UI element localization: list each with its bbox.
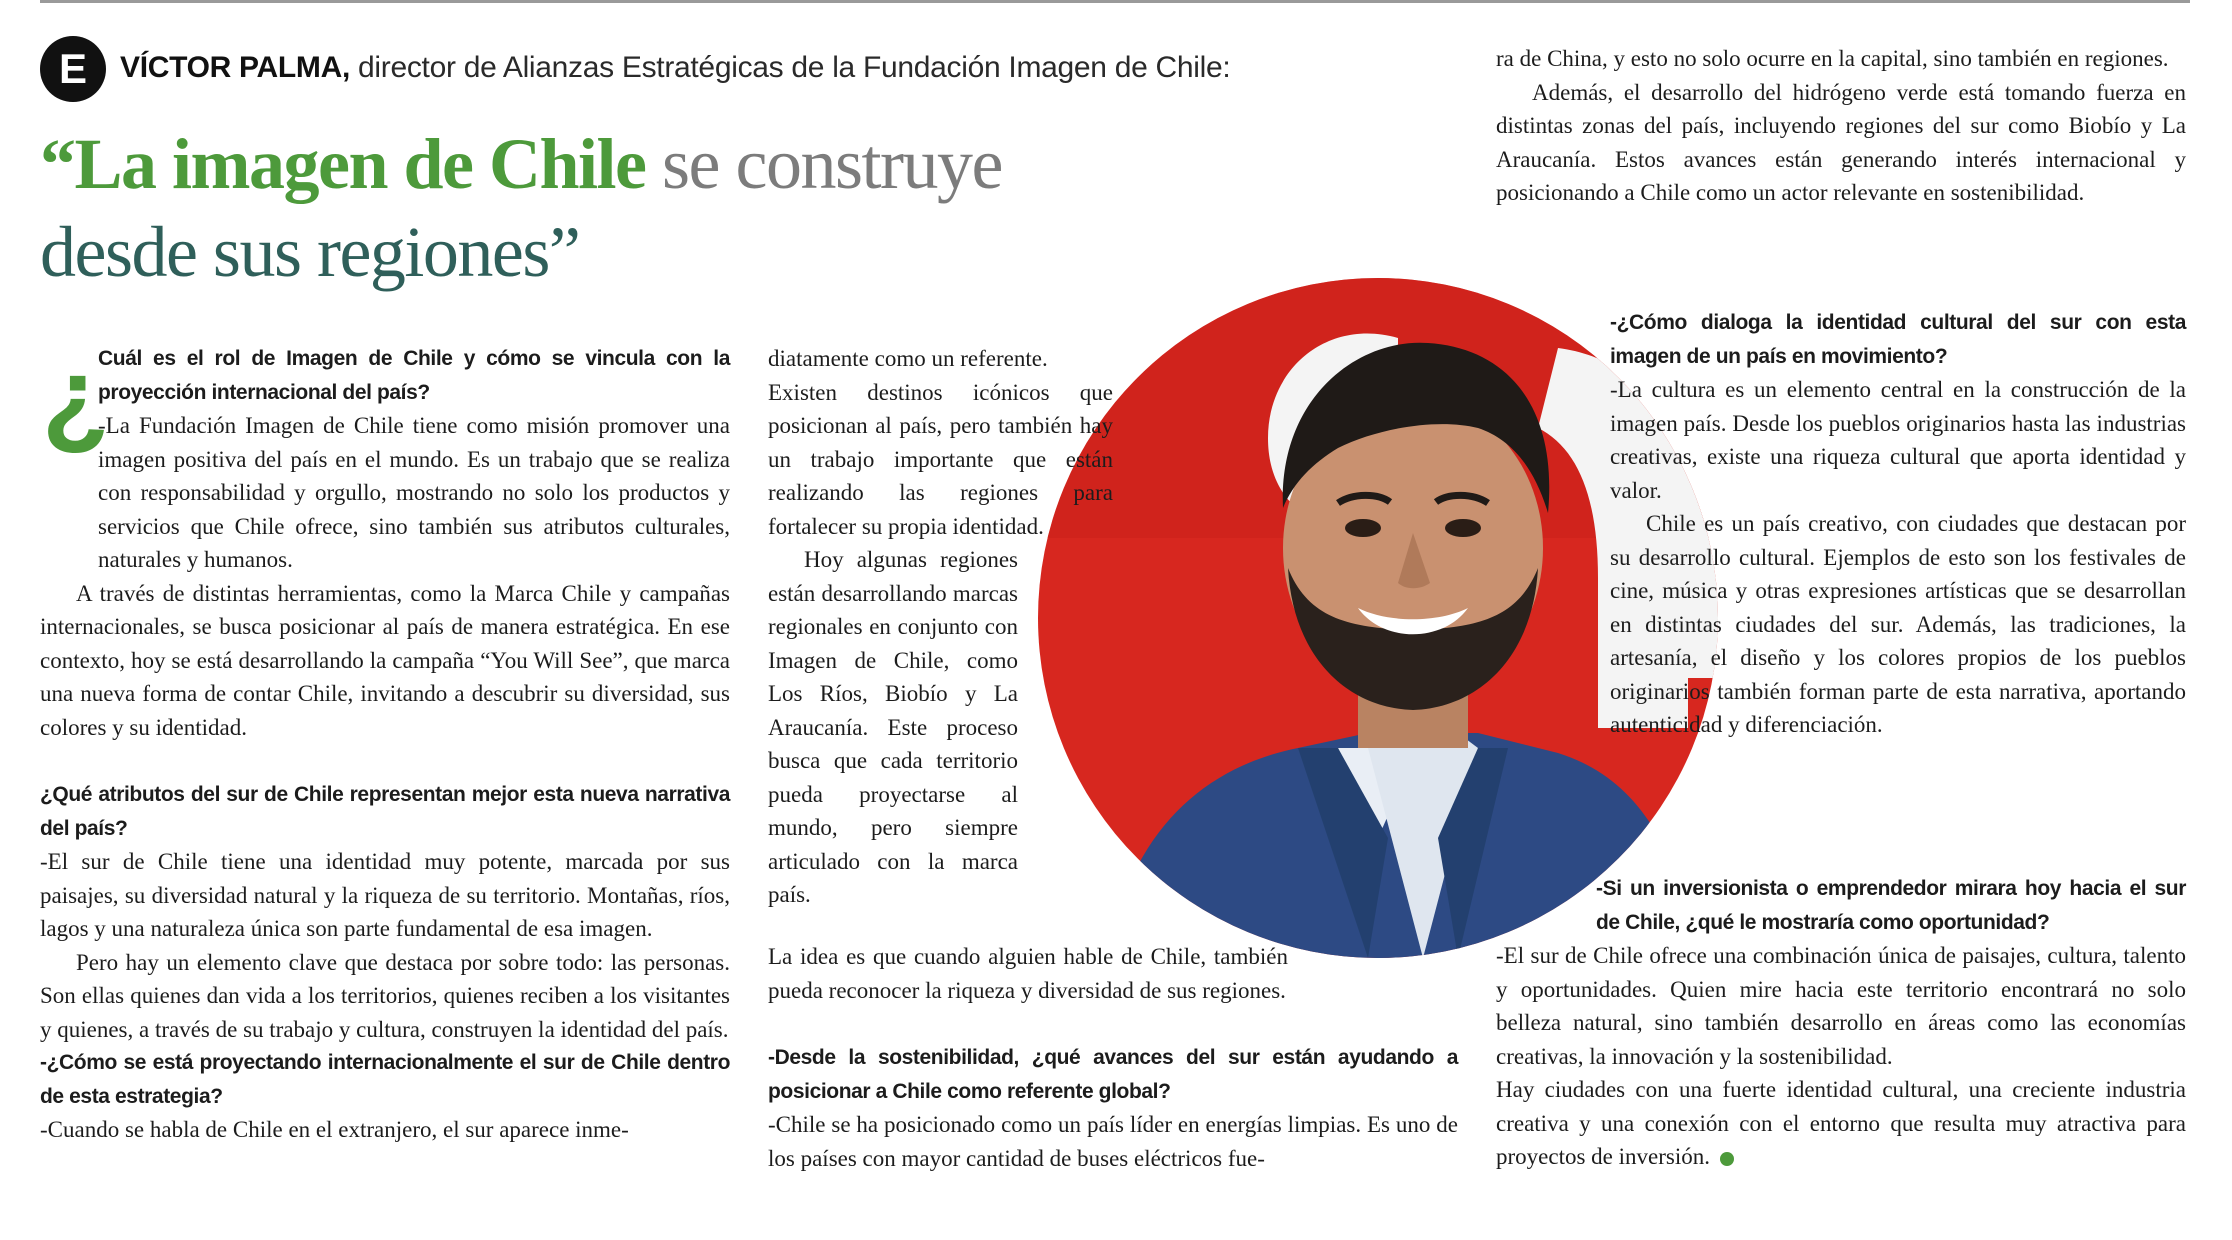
answer-4-p2: Además, el desarrollo del hidrógeno verde está tomando fuerza en distintas zonas del país, incluyendo regiones del sur como Biobío y La Araucanía. Estos avances están generando interés internacional y posicionando a Chile como un actor relevante en sostenibilidad. xyxy=(1496,79,2186,205)
column-1 xyxy=(40,335,730,1147)
answer-4-p1: -Chile se ha posicionado como un país líder en energías limpias. Es uno de los países con mayor cantidad de buses eléctricos fue- xyxy=(768,1112,1458,1171)
column-3-bottom xyxy=(1496,872,2186,1174)
column-2-wide xyxy=(768,940,1458,1175)
question-1: Cuál es el rol de Imagen de Chile y cómo se vincula con la proyección internacional del país? xyxy=(98,347,730,404)
answer-3-cont: Existen destinos icónicos que posicionan al país, pero también hay un trabajo importante que están realizando las regiones para fortalecer su propia identidad. xyxy=(768,379,1113,539)
answer-3-cont-line: diatamente como un referente. xyxy=(768,346,1048,371)
byline-name: VÍCTOR PALMA, xyxy=(120,51,350,84)
question-6: -Si un inversionista o emprendedor mirara hoy hacia el sur de Chile, ¿qué le mostraría como oportunidad? xyxy=(1596,877,2186,934)
column-3-mid xyxy=(1610,306,2186,742)
headline-dark: desde sus regiones” xyxy=(40,212,580,292)
answer-5-p2: Chile es un país creativo, con ciudades que destacan por su desarrollo cultural. Ejemplos de esto son los festivales de cine, música y otras expresiones artísticas que se desarrollan en distintas ciudades del sur. Además, las tradiciones, la artesanía, el diseño y los colores propios de los pueblos originarios también forman parte de esta narrativa, aportando autenticidad y diferenciación. xyxy=(1610,511,2186,737)
drop-cap: ¿ xyxy=(42,335,110,458)
byline xyxy=(120,40,1500,96)
question-5: -¿Cómo dialoga la identidad cultural del sur con esta imagen de un país en movimiento? xyxy=(1610,311,2186,368)
answer-6-p2-text: Hay ciudades con una fuerte identidad cultural, una creciente industria creativa y una conexión con el entorno que resulta muy atractiva para proyectos de inversión. xyxy=(1496,1077,2186,1169)
column-3-top xyxy=(1496,42,2186,210)
column-2-narrow xyxy=(768,342,1113,912)
byline-role: director de Alianzas Estratégicas de la Fundación Imagen de Chile: xyxy=(350,51,1231,84)
answer-1-p2: A través de distintas herramientas, como la Marca Chile y campañas internacionales, se busca posicionar al país de manera estratégica. En ese contexto, hoy se está desarrollando la campaña “You Will See”, que marca una nueva forma de contar Chile, invitando a descubrir su diversidad, sus colores y su identidad. xyxy=(40,580,730,740)
end-mark-icon xyxy=(1720,1152,1734,1166)
answer-3-p3: La idea es que cuando alguien hable de Chile, también pueda reconocer la riqueza y diversidad de sus regiones. xyxy=(768,944,1288,1003)
answer-6-p1: -El sur de Chile ofrece una combinación única de paisajes, cultura, talento y oportunidades. Quien mire hacia este territorio encontrará no solo belleza natural, sino también desarrollo en áreas como las economías creativas, la innovación y la sostenibilidad. xyxy=(1496,943,2186,1069)
question-4: -Desde la sostenibilidad, ¿qué avances del sur están ayudando a posicionar a Chile como referente global? xyxy=(768,1046,1458,1103)
top-rule xyxy=(40,0,2190,3)
answer-1-p1: -La Fundación Imagen de Chile tiene como misión promover una imagen positiva del país en el mundo. Es un trabajo que se realiza con responsabilidad y orgullo, mostrando no solo los productos y servicios que Chile ofrece, sino también sus atributos culturales, naturales y humanos. xyxy=(98,413,730,572)
headline-open-quote: “ xyxy=(40,124,75,204)
headline-grey: se construye xyxy=(645,124,1002,204)
answer-4-cont: ra de China, y esto no solo ocurre en la capital, sino también en regiones. xyxy=(1496,46,2169,71)
section-badge: E xyxy=(40,36,106,102)
answer-2-p2: Pero hay un elemento clave que destaca por sobre todo: las personas. Son ellas quienes dan vida a los territorios, quienes reciben a los visitantes y quienes, a través de su trabajo y cultura, construyen la identidad del país. xyxy=(40,949,730,1042)
answer-6-p2 xyxy=(1496,1073,2186,1174)
answer-5-p1: -La cultura es un elemento central en la construcción de la imagen país. Desde los pueblos originarios hasta las industrias creativas, existe una riqueza cultural que aporta identidad y valor. xyxy=(1610,377,2186,503)
answer-2-p1: -El sur de Chile tiene una identidad muy potente, marcada por sus paisajes, su diversidad natural y la riqueza de su territorio. Montañas, ríos, lagos y una naturaleza única son parte fundamental de esa imagen. xyxy=(40,849,730,941)
headline xyxy=(40,120,1440,296)
answer-3-start: -Cuando se habla de Chile en el extranjero, el sur aparece inme- xyxy=(40,1117,629,1142)
headline-green: La imagen de Chile xyxy=(74,124,646,204)
question-3: -¿Cómo se está proyectando internacionalmente el sur de Chile dentro de esta estrategia? xyxy=(40,1051,730,1108)
answer-3-p2: Hoy algunas regiones están desarrollando marcas regionales en conjunto con Imagen de Chile, como Los Ríos, Biobío y La Araucanía. Este proceso busca que cada territorio pueda proyectarse al mundo, pero siempre articulado con la marca país. xyxy=(768,547,1018,907)
question-2: ¿Qué atributos del sur de Chile representan mejor esta nueva narrativa del país? xyxy=(40,783,730,840)
